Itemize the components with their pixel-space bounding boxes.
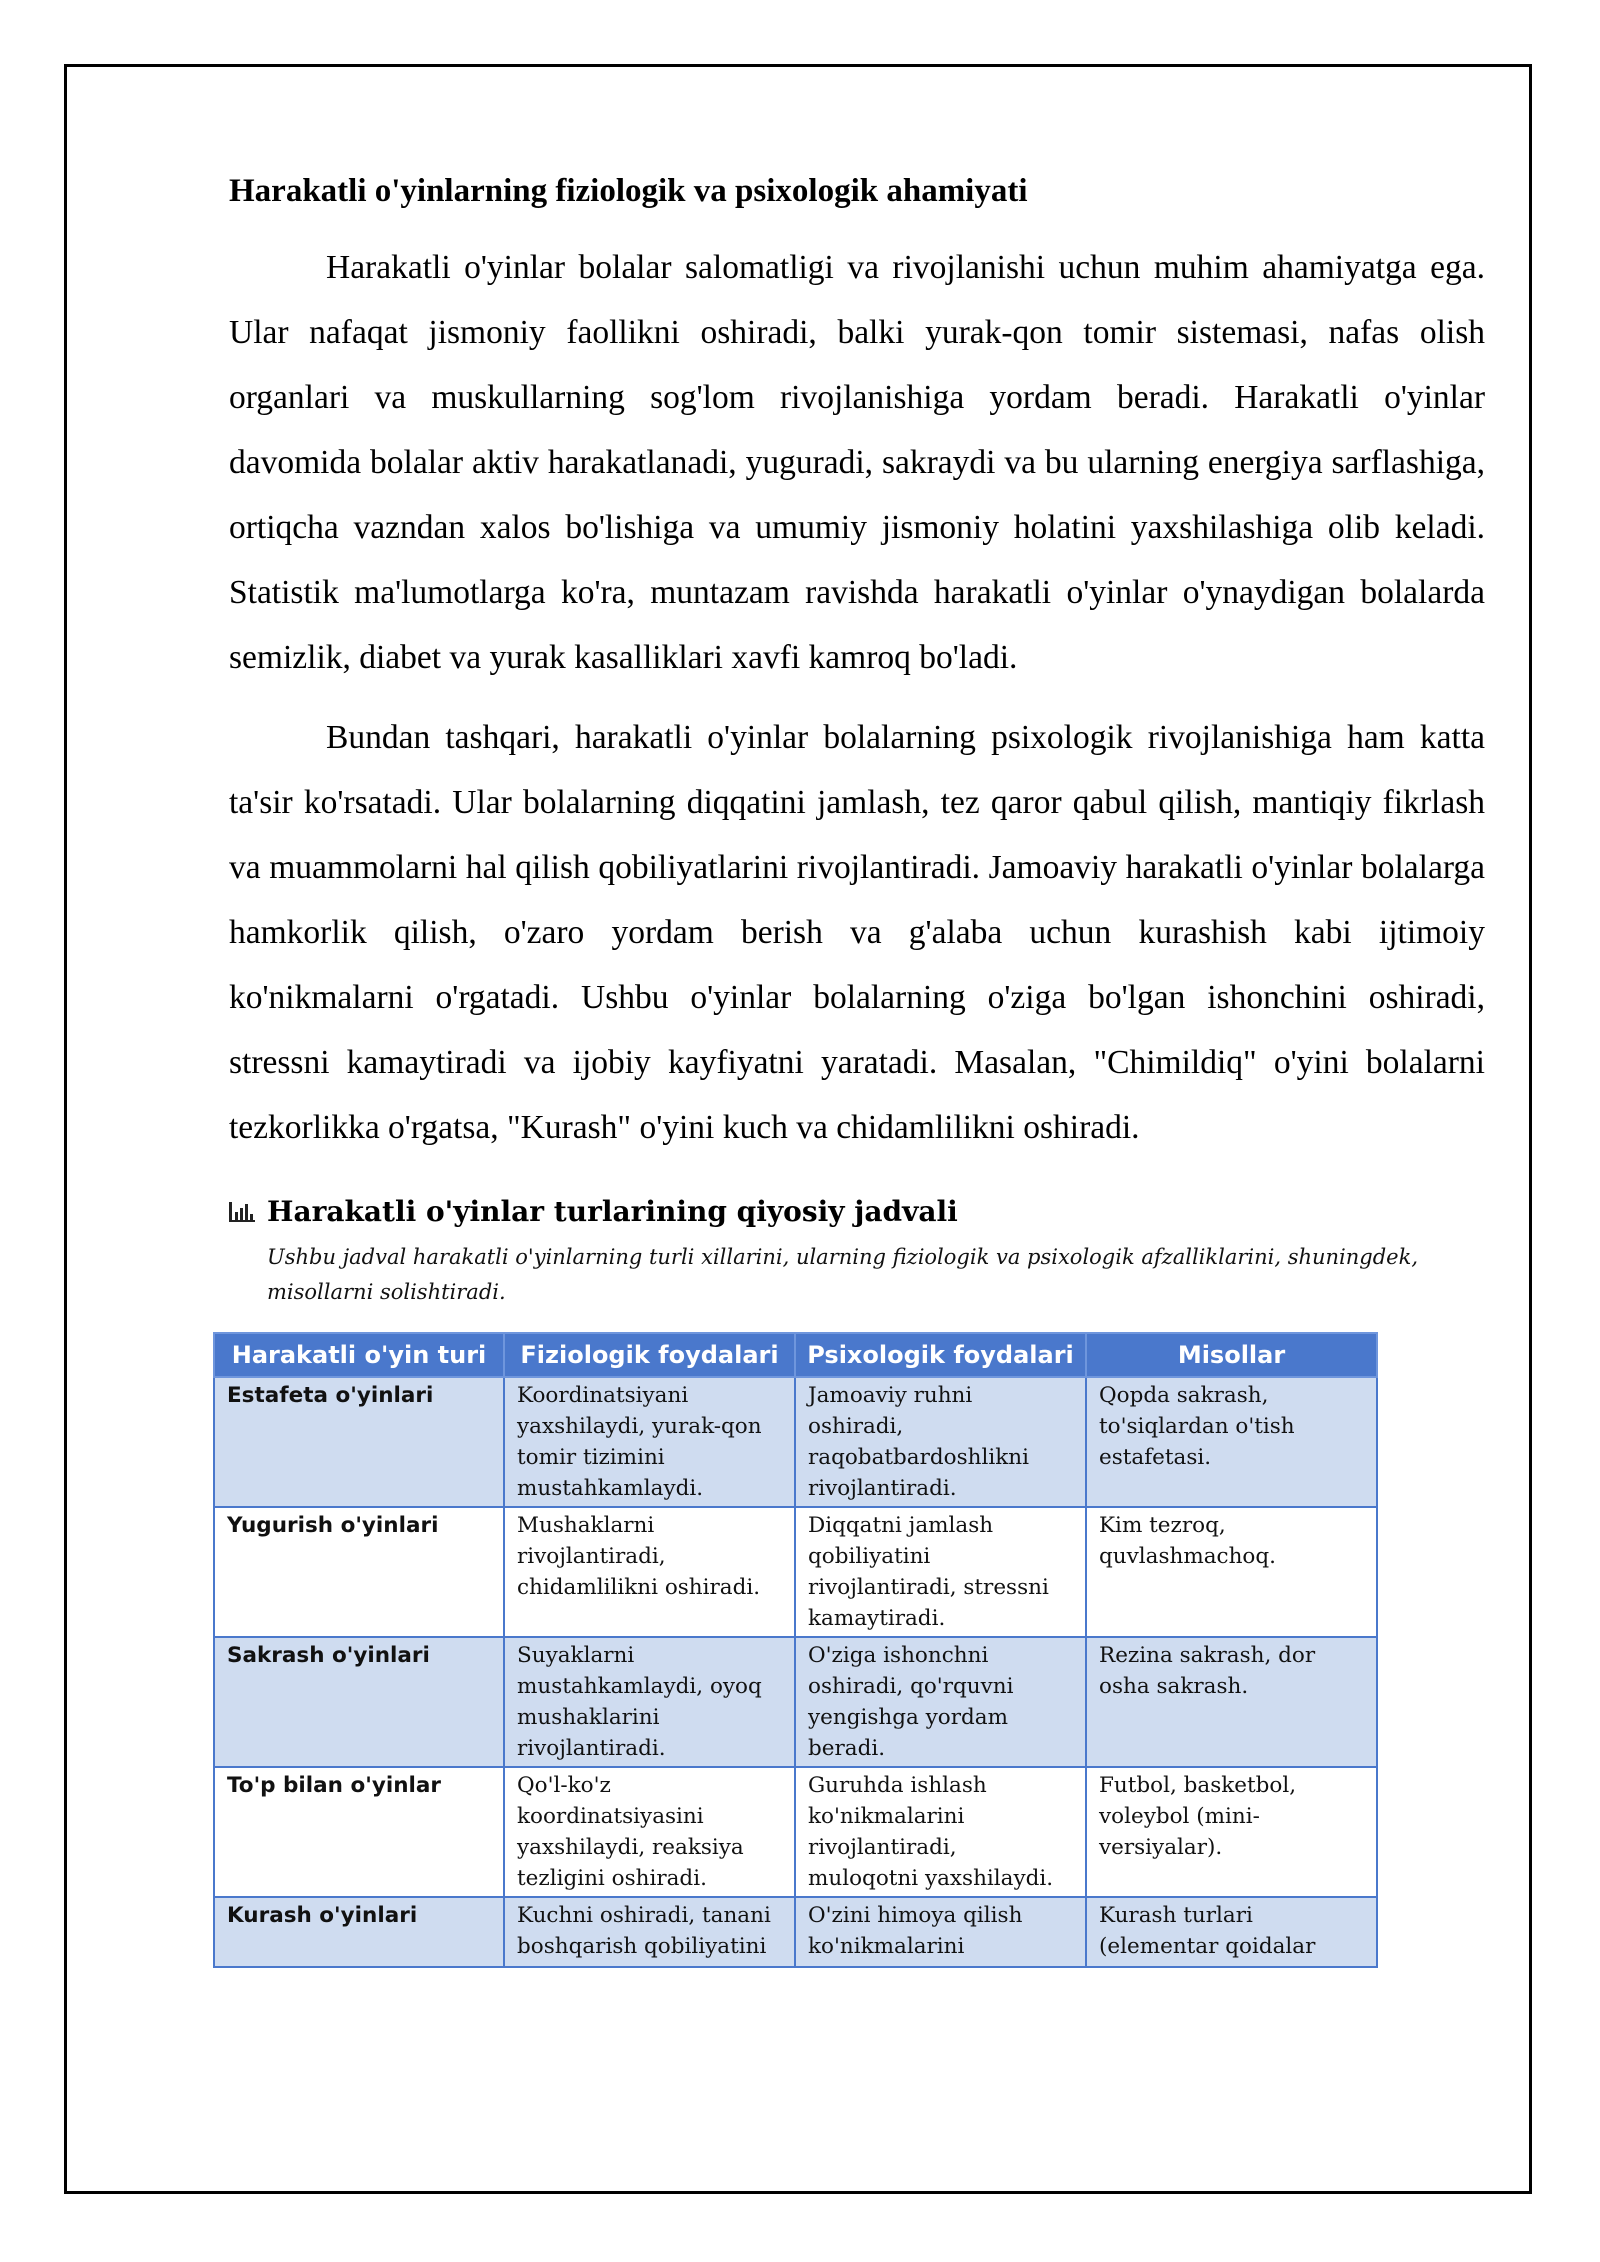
cell-game-type: Sakrash o'yinlari [214,1637,504,1767]
paragraph-1: Harakatli o'yinlar bolalar salomatligi va rivojlanishi uchun muhim ahamiyatga ega. Ular nafaqat jismoniy faollikni oshiradi, balki yurak-qon tomir sistemasi, nafas olish organlari va muskullarning sog'lom rivojlanishiga yordam beradi. Harakatli o'yinlar davomida bolalar aktiv harakatlanadi, yuguradi, sakraydi va bu ularning energiya sarflashiga, ortiqcha vazndan xalos bo'lishiga va umumiy jismoniy holatini yaxshilashiga olib keladi. Statistik ma'lumotlarga ko'ra, muntazam ravishda harakatli o'yinlar o'ynaydigan bolalarda semizlik, diabet va yurak kasalliklari xavfi kamroq bo'ladi. [229,248,1485,676]
bar-chart-icon [229,1200,255,1222]
cell-psychological: O'zini himoya qilish ko'nikmalarini [795,1897,1086,1967]
cell-game-type: Yugurish o'yinlari [214,1507,504,1637]
table-row [214,1637,1377,1767]
cell-examples: Kurash turlari (elementar qoidalar [1086,1897,1377,1967]
table-header-row [214,1333,1377,1377]
header-game-type: Harakatli o'yin turi [214,1333,504,1377]
cell-psychological: O'ziga ishonchni oshiradi, qo'rquvni yengishga yordam beradi. [795,1637,1086,1767]
cell-game-type: To'p bilan o'yinlar [214,1767,504,1897]
cell-psychological: Guruhda ishlash ko'nikmalarini rivojlantiradi, muloqotni yaxshilaydi. [795,1767,1086,1897]
header-examples: Misollar [1086,1333,1377,1377]
document-body [229,170,1485,1968]
cell-examples: Rezina sakrash, dor osha sakrash. [1086,1637,1377,1767]
cell-examples: Kim tezroq, quvlashmachoq. [1086,1507,1377,1637]
cell-physiological: Qo'l-ko'z koordinatsiyasini yaxshilaydi, reaksiya tezligini oshiradi. [504,1767,795,1897]
cell-physiological: Suyaklarni mustahkamlaydi, oyoq mushaklarini rivojlantiradi. [504,1637,795,1767]
table-row [214,1897,1377,1967]
header-physiological: Fiziologik foydalari [504,1333,795,1377]
table-title [229,1195,1485,1228]
section-heading: Harakatli o'yinlarning fiziologik va psixologik ahamiyati [229,173,1028,209]
cell-game-type: Kurash o'yinlari [214,1897,504,1967]
cell-physiological: Koordinatsiyani yaxshilaydi, yurak-qon tomir tizimini mustahkamlaydi. [504,1377,795,1507]
cell-physiological: Kuchni oshiradi, tanani boshqarish qobiliyatini [504,1897,795,1967]
cell-psychological: Jamoaviy ruhni oshiradi, raqobatbardoshlikni rivojlantiradi. [795,1377,1086,1507]
comparison-table [213,1332,1378,1968]
cell-examples: Qopda sakrash, to'siqlardan o'tish estafetasi. [1086,1377,1377,1507]
cell-game-type: Estafeta o'yinlari [214,1377,504,1507]
header-psychological: Psixologik foydalari [795,1333,1086,1377]
cell-psychological: Diqqatni jamlash qobiliyatini rivojlantiradi, stressni kamaytiradi. [795,1507,1086,1637]
table-row [214,1377,1377,1507]
table-row [214,1767,1377,1897]
paragraph-2: Bundan tashqari, harakatli o'yinlar bolalarning psixologik rivojlanishiga ham katta ta'sir ko'rsatadi. Ular bolalarning diqqatini jamlash, tez qaror qabul qilish, mantiqiy fikrlash va muammolarni hal qilish qobiliyatlarini rivojlantiradi. Jamoaviy harakatli o'yinlar bolalarga hamkorlik qilish, o'zaro yordam berish va g'alaba uchun kurashish kabi ijtimoiy ko'nikmalarni o'rgatadi. Ushbu o'yinlar bolalarning o'ziga bo'lgan ishonchini oshiradi, stressni kamaytiradi va ijobiy kayfiyatni yaratadi. Masalan, "Chimildiq" o'yini bolalarni tezkorlikka o'rgatsa, "Kurash" o'yini kuch va chidamlilikni oshiradi. [229,718,1485,1146]
table-row [214,1507,1377,1637]
cell-physiological: Mushaklarni rivojlantiradi, chidamlilikni oshiradi. [504,1507,795,1637]
cell-examples: Futbol, basketbol, voleybol (mini-versiyalar). [1086,1767,1377,1897]
table-title-text: Harakatli o'yinlar turlarining qiyosiy jadvali [267,1194,958,1228]
table-caption: Ushbu jadval harakatli o'yinlarning turli xillarini, ularning fiziologik va psixologik afzalliklarini, shuningdek, misollarni solishtiradi. [267,1244,1419,1304]
